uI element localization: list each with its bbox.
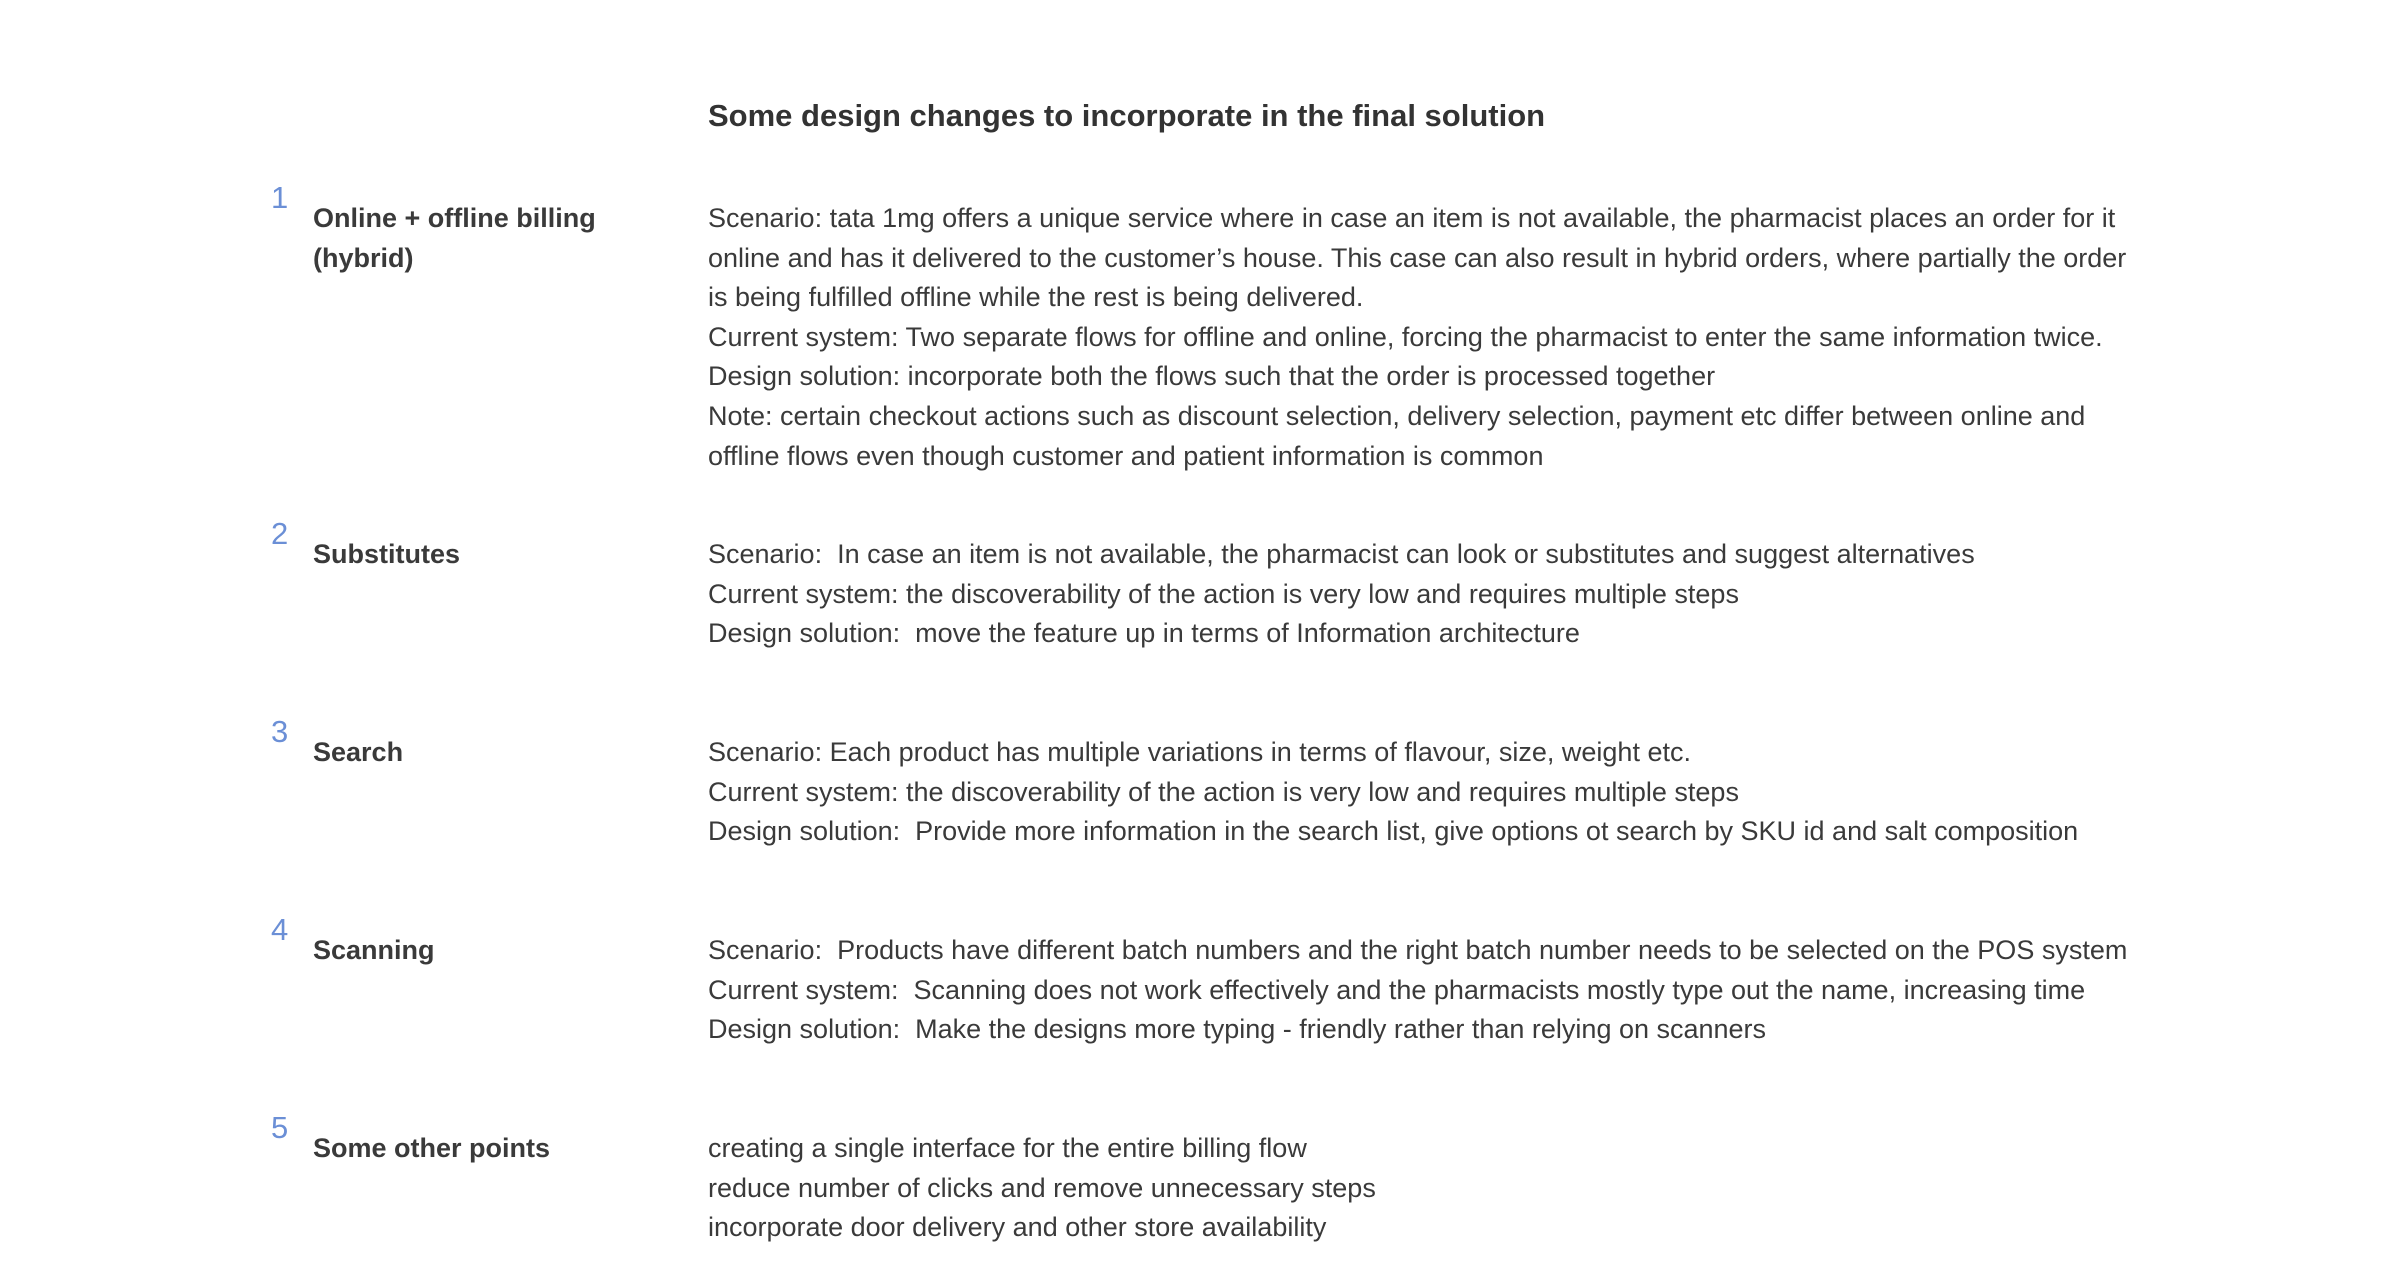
section-line: Design solution: move the feature up in terms of Information architecture [708,618,1580,649]
section-line: Scenario: tata 1mg offers a unique service where in case an item is not available, the pharmacist places an order for it online and has it delivered to the customer’s house. This case can also result in hybrid orders, where partially the order is being fulfilled offline while the rest is being delivered. [708,203,2134,313]
section-line: creating a single interface for the entire billing flow [708,1133,1307,1163]
section-line: Design solution: Make the designs more typing - friendly rather than relying on scanners [708,1014,1767,1045]
section-line: Current system: Two separate flows for offline and online, forcing the pharmacist to enter the same information twice. [708,321,2103,352]
section-line: Current system: the discoverability of the action is very low and requires multiple steps [708,578,1739,609]
section-body [708,733,2128,852]
section-line: Current system: the discoverability of the action is very low and requires multiple steps [708,776,1739,807]
section-line: Scenario: Products have different batch numbers and the right batch number needs to be selected on the POS system [708,935,2128,965]
section-line: Design solution: incorporate both the flows such that the order is processed together [708,361,1716,392]
section-number: 2 [271,516,289,551]
section-line: Design solution: Provide more information in the search list, give options ot search by SKU id and salt composition [708,816,2079,847]
section-label: Scanning [313,935,435,965]
section-label: Substitutes [313,539,461,569]
page-title: Some design changes to incorporate in the final solution [708,98,1546,133]
section-line: reduce number of clicks and remove unnecessary steps [708,1172,1376,1203]
section-body [708,931,2128,1050]
section-line: Current system: Scanning does not work effectively and the pharmacists mostly type out the name, increasing time [708,974,2086,1005]
section-body [708,1129,2128,1248]
section-body [708,535,2128,654]
section-line: Scenario: Each product has multiple variations in terms of flavour, size, weight etc. [708,737,1691,767]
section-label: Online + offline billing (hybrid) [313,203,596,273]
section-line: Scenario: In case an item is not available, the pharmacist can look or substitutes and suggest alternatives [708,539,1975,569]
section-number: 1 [271,180,289,215]
section-label: Some other points [313,1133,551,1163]
section-number: 5 [271,1110,289,1145]
section-number: 4 [271,912,289,947]
section-body [708,199,2134,476]
section-label: Search [313,737,404,767]
section-line: Note: certain checkout actions such as discount selection, delivery selection, payment etc differ between online and offline flows even though customer and patient information is common [708,400,2093,471]
section-line: incorporate door delivery and other store availability [708,1212,1327,1243]
section-number: 3 [271,714,289,749]
